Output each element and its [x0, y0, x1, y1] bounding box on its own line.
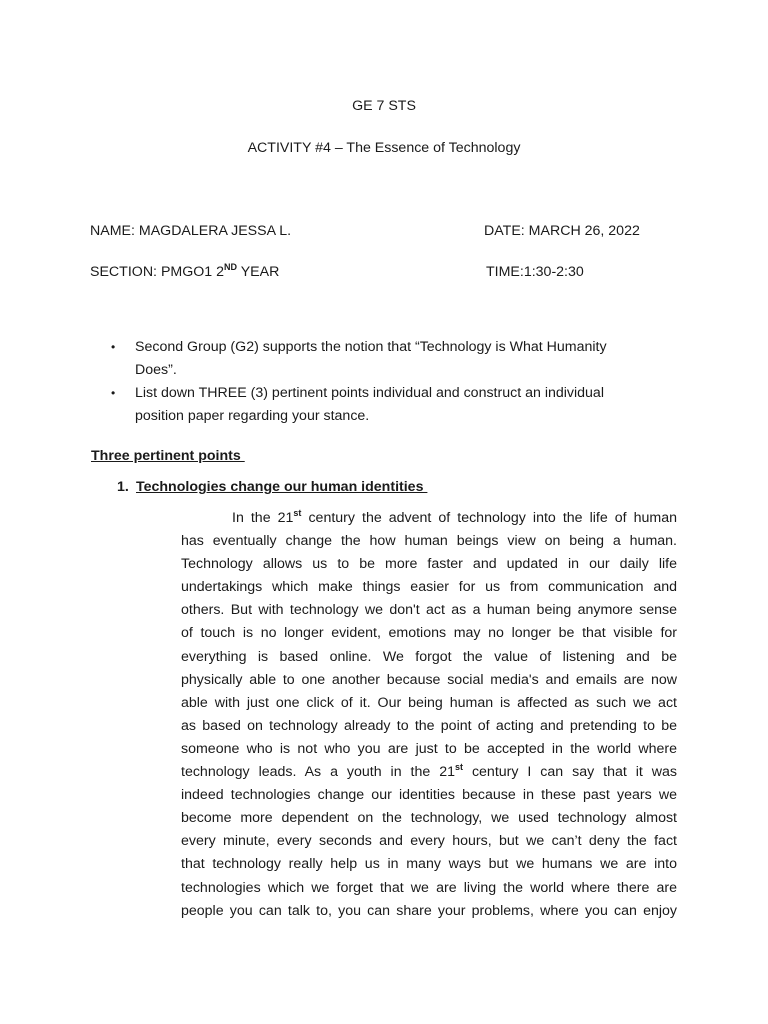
- instruction-line: Second Group (G2) supports the notion that “Technology is What Humanity: [135, 339, 607, 355]
- paragraph-line: people you can talk to, you can share your problems, where you can enjoy: [181, 902, 677, 919]
- section-heading: Three pertinent points: [91, 448, 245, 464]
- bullet-icon: •: [111, 386, 116, 400]
- paragraph-line: everything is based online. We forgot the value of listening and be: [181, 648, 677, 665]
- bullet-icon: •: [111, 340, 116, 354]
- instruction-item: [110, 382, 670, 427]
- instruction-line: List down THREE (3) pertinent points individual and construct an individual: [135, 385, 604, 401]
- instruction-line: Does”.: [135, 361, 177, 378]
- paragraph-line: technologies which we forget that we are living the world where there are: [181, 879, 677, 896]
- class-time: TIME:1:30-2:30: [486, 264, 584, 280]
- paragraph-line: physically able to one another because social media's and emails are now: [181, 671, 677, 688]
- section-prefix: SECTION: PMGO1 2: [90, 264, 225, 280]
- paragraph-line: In the 21st century the advent of technology into the life of human: [232, 508, 677, 526]
- section-superscript: ND: [224, 262, 238, 272]
- section-info: [90, 264, 279, 280]
- paragraph-line: undertakings which make things easier for us from communication and: [181, 579, 677, 596]
- paragraph-line: has eventually change the how human beings view on being a human.: [181, 533, 677, 550]
- paragraph-line: able with just one click of it. Our being human is affected as such we act: [181, 694, 677, 711]
- paragraph-line: that technology really help us in many ways but we humans we are into: [181, 856, 677, 873]
- paragraph-line: become more dependent on the technology, we used technology almost: [181, 810, 677, 827]
- paragraph-line: indeed technologies change our identities because in these past years we: [181, 787, 677, 804]
- course-title: GE 7 STS: [352, 98, 416, 114]
- paragraph-line: someone who is not who you are just to be accepted in the world where: [181, 740, 677, 757]
- paragraph-line: Technology allows us to be more faster and updated in our daily life: [181, 556, 677, 573]
- paragraph-line: others. But with technology we don't act as a human being anymore sense: [181, 602, 677, 619]
- instruction-line: position paper regarding your stance.: [135, 407, 370, 424]
- paragraph-line: as based on technology already to the point of acting and pretending to be: [181, 717, 677, 734]
- point-title: Technologies change our human identities: [136, 479, 428, 495]
- student-name: NAME: MAGDALERA JESSA L.: [90, 223, 292, 239]
- instruction-list: [110, 336, 670, 428]
- paragraph-line: technology leads. As a youth in the 21st century I can say that it was: [181, 762, 677, 781]
- activity-title: ACTIVITY #4 – The Essence of Technology: [247, 140, 521, 156]
- point-number: 1.: [117, 479, 129, 495]
- paragraph-line: of touch is no longer evident, emotions may no longer be that visible for: [181, 625, 677, 642]
- submission-date: DATE: MARCH 26, 2022: [484, 223, 640, 239]
- section-suffix: YEAR: [237, 264, 280, 280]
- paragraph-line: every minute, every seconds and every hours, but we can’t deny the fact: [181, 833, 677, 850]
- instruction-item: [110, 336, 670, 381]
- point-paragraph: [181, 507, 677, 923]
